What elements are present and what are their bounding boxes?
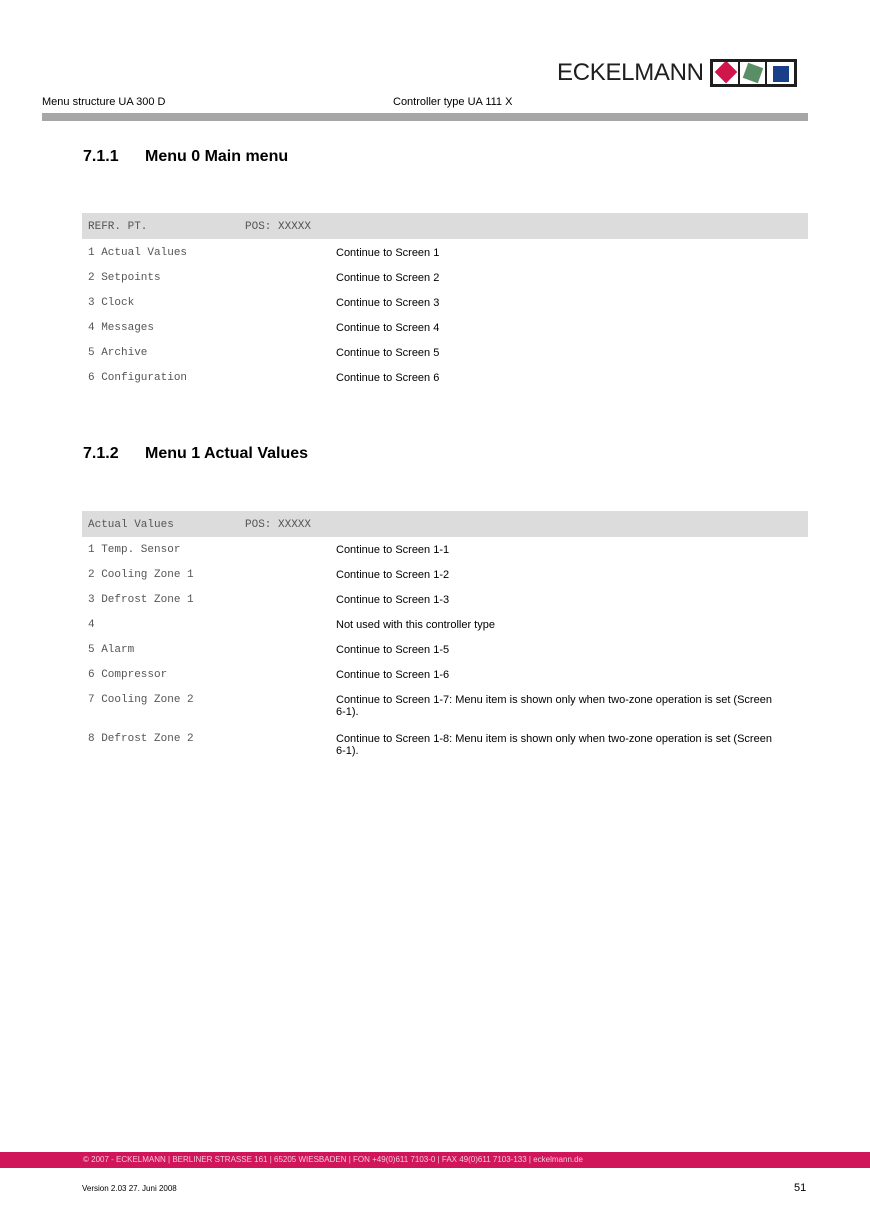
menu-item: 5 Alarm [88,644,135,656]
menu-item-description: Continue to Screen 1-2 [336,569,450,581]
menu-item: 3 Clock [88,297,135,309]
menu-item-description: Continue to Screen 1-1 [336,544,450,556]
footer-bar [0,1152,870,1168]
menu-item: 6 Configuration [88,372,188,384]
footer-copyright: © 2007 - ECKELMANN | BERLINER STRASSE 161 | 65205 WIESBADEN | FON +49(0)611 7103-0 | FAX 49(0)611 7103-133 | eckelmann.de [83,1155,584,1164]
header-divider [42,113,808,121]
section-number: 7.1.1 [83,148,119,165]
menu-item: 6 Compressor [88,669,168,681]
menu-item: 5 Archive [88,347,148,359]
menu-item: 2 Cooling Zone 1 [88,569,194,581]
logo-mark [710,59,797,87]
menu-header-position: POS: XXXXX [245,221,312,233]
section-title: Menu 1 Actual Values [145,445,309,462]
menu-item-description: Continue to Screen 1-6 [336,669,450,681]
version-date: Version 2.03 27. Juni 2008 [82,1184,177,1193]
menu-item-description: Continue to Screen 2 [336,272,440,284]
menu-item-description: Continue to Screen 6 [336,372,440,384]
logo-green-square-icon [740,62,767,84]
menu-item: 3 Defrost Zone 1 [88,594,194,606]
menu-header-position: POS: XXXXX [245,519,312,531]
section-title: Menu 0 Main menu [145,148,289,165]
menu-header-label: Actual Values [88,519,174,531]
logo-blue-square-icon [767,62,794,84]
section-heading-actual-values [83,445,308,463]
menu-header-label: REFR. PT. [88,221,148,233]
menu-item: 4 Messages [88,322,155,334]
page-number: 51 [794,1182,807,1194]
header-doc-title: Menu structure UA 300 D [42,96,166,108]
menu-item: 7 Cooling Zone 2 [88,694,194,706]
menu-item-description: Continue to Screen 3 [336,297,440,309]
menu-item-description: Continue to Screen 1-3 [336,594,450,606]
section-heading-main-menu [83,148,288,166]
menu-header-row [82,511,808,537]
section-number: 7.1.2 [83,445,119,462]
menu-item: 1 Actual Values [88,247,188,259]
menu-item-description: Continue to Screen 1-7: Menu item is shown only when two-zone operation is set (Screen 6-1). [336,694,772,718]
menu-item-description: Continue to Screen 1 [336,247,440,259]
menu-item-description: Continue to Screen 5 [336,347,440,359]
logo-text: ECKELMANN [557,59,704,86]
menu-item: 4 [88,619,95,631]
actual-values-menu-table [82,511,808,757]
menu-header-row [82,213,808,239]
menu-item-description: Continue to Screen 4 [336,322,440,334]
main-menu-table [82,213,808,384]
menu-item: 1 Temp. Sensor [88,544,181,556]
menu-item-description: Continue to Screen 1-5 [336,644,450,656]
menu-item-description: Not used with this controller type [336,619,495,631]
eckelmann-logo [557,58,797,88]
header-controller-type: Controller type UA 111 X [393,96,513,108]
logo-red-diamond-icon [713,62,740,84]
menu-item: 8 Defrost Zone 2 [88,733,194,745]
menu-item-description: Continue to Screen 1-8: Menu item is shown only when two-zone operation is set (Screen 6-1). [336,733,772,757]
menu-item: 2 Setpoints [88,272,161,284]
